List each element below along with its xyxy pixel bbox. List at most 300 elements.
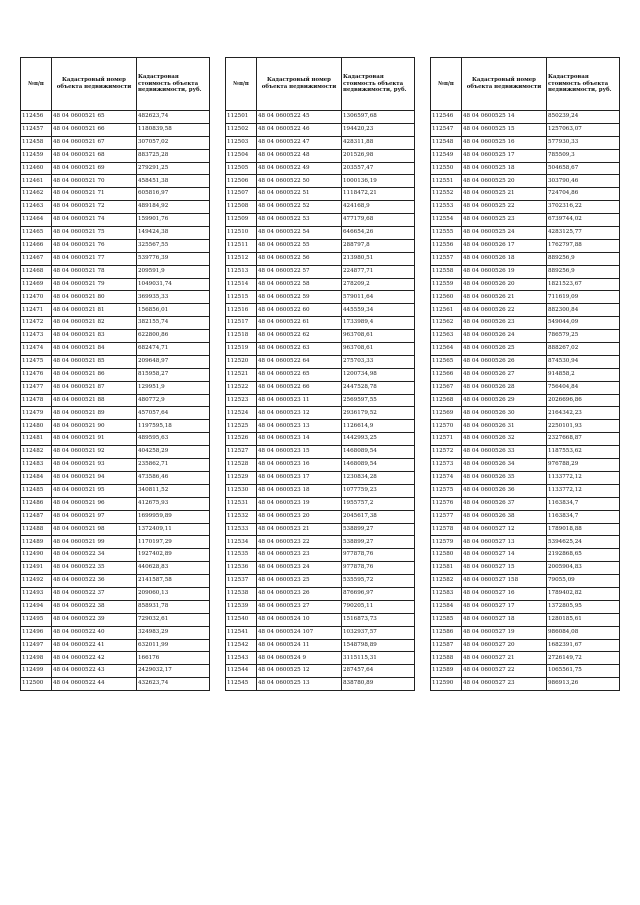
header-cadastral-cost: Кадастровая стоимость объекта недвижимости, руб.: [547, 58, 620, 111]
row-number-cell: 112544: [226, 665, 257, 678]
table-row: [21, 123, 210, 136]
table-row: [431, 265, 620, 278]
row-number-cell: 112520: [226, 355, 257, 368]
cadastral-cost-cell: 156856,01: [137, 304, 210, 317]
row-number-cell: 112489: [21, 536, 52, 549]
row-number-cell: 112586: [431, 626, 462, 639]
table-row: [226, 665, 415, 678]
row-number-cell: 112473: [21, 330, 52, 343]
cadastral-number-cell: 48 04 0600526 21: [462, 291, 547, 304]
cadastral-number-cell: 48 04 0600521 77: [52, 252, 137, 265]
row-number-cell: 112549: [431, 149, 462, 162]
cadastral-cost-cell: 209648,97: [137, 355, 210, 368]
row-number-cell: 112518: [226, 330, 257, 343]
cadastral-number-cell: 48 04 0600523 16: [257, 459, 342, 472]
cadastral-number-cell: 48 04 0600527 158: [462, 575, 547, 588]
cadastral-number-cell: 48 04 0600522 55: [257, 239, 342, 252]
cadastral-number-cell: 48 04 0600522 66: [257, 381, 342, 394]
table-row: [431, 201, 620, 214]
row-number-cell: 112533: [226, 523, 257, 536]
table-row: [431, 123, 620, 136]
row-number-cell: 112536: [226, 562, 257, 575]
cadastral-cost-cell: 1133772,12: [547, 484, 620, 497]
table-row: [226, 497, 415, 510]
table-row: [431, 484, 620, 497]
row-number-cell: 112584: [431, 600, 462, 613]
cadastral-cost-cell: 369935,33: [137, 291, 210, 304]
row-number-cell: 112486: [21, 497, 52, 510]
cadastral-number-cell: 48 04 0600527 22: [462, 665, 547, 678]
row-number-cell: 112521: [226, 368, 257, 381]
cadastral-number-cell: 48 04 0600526 26: [462, 355, 547, 368]
cadastral-number-cell: 48 04 0600521 84: [52, 343, 137, 356]
cadastral-number-cell: 48 04 0600521 80: [52, 291, 137, 304]
cadastral-number-cell: 48 04 0600521 79: [52, 278, 137, 291]
table-row: [431, 111, 620, 124]
cadastral-number-cell: 48 04 0600526 27: [462, 368, 547, 381]
table-row: [431, 136, 620, 149]
cadastral-cost-cell: 622800,86: [137, 330, 210, 343]
row-number-cell: 112499: [21, 665, 52, 678]
table-row: [226, 175, 415, 188]
table-row: [21, 420, 210, 433]
row-number-cell: 112583: [431, 587, 462, 600]
table-row: [431, 523, 620, 536]
row-number-cell: 112552: [431, 188, 462, 201]
cadastral-cost-cell: 2192868,65: [547, 549, 620, 562]
cadastral-number-cell: 48 04 0600524 11: [257, 639, 342, 652]
cadastral-number-cell: 48 04 0600526 34: [462, 459, 547, 472]
row-number-cell: 112483: [21, 459, 52, 472]
cadastral-cost-cell: 976788,29: [547, 459, 620, 472]
cadastral-number-cell: 48 04 0600526 29: [462, 394, 547, 407]
row-number-cell: 112531: [226, 497, 257, 510]
row-number-cell: 112517: [226, 317, 257, 330]
cadastral-cost-cell: 1163834,7: [547, 497, 620, 510]
row-number-cell: 112507: [226, 188, 257, 201]
row-number-cell: 112461: [21, 175, 52, 188]
table-row: [226, 278, 415, 291]
cadastral-number-cell: 48 04 0600524 107: [257, 626, 342, 639]
row-number-cell: 112561: [431, 304, 462, 317]
cadastral-cost-cell: 445559,34: [342, 304, 415, 317]
cadastral-cost-cell: 889256,9: [547, 265, 620, 278]
cadastral-cost-cell: 724704,86: [547, 188, 620, 201]
table-row: [21, 665, 210, 678]
cadastral-cost-cell: 224877,71: [342, 265, 415, 278]
cadastral-cost-cell: 1049031,74: [137, 278, 210, 291]
cadastral-cost-cell: 1065561,75: [547, 665, 620, 678]
header-cadastral-number: Кадастровый номер объекта недвижимости: [462, 58, 547, 111]
table-row: [21, 355, 210, 368]
row-number-cell: 112537: [226, 575, 257, 588]
cadastral-number-cell: 48 04 0600522 57: [257, 265, 342, 278]
row-number-cell: 112550: [431, 162, 462, 175]
cadastral-cost-cell: 756404,84: [547, 381, 620, 394]
row-number-cell: 112523: [226, 394, 257, 407]
cadastral-cost-cell: 482623,74: [137, 111, 210, 124]
table-row: [226, 536, 415, 549]
cadastral-cost-cell: 1682391,67: [547, 639, 620, 652]
cadastral-cost-cell: 538899,27: [342, 536, 415, 549]
cadastral-cost-cell: 977878,76: [342, 549, 415, 562]
cadastral-cost-cell: 882300,84: [547, 304, 620, 317]
row-number-cell: 112474: [21, 343, 52, 356]
row-number-cell: 112524: [226, 407, 257, 420]
cadastral-cost-cell: 404258,29: [137, 446, 210, 459]
table-row: [226, 201, 415, 214]
table-row: [226, 343, 415, 356]
cadastral-number-cell: 48 04 0600526 23: [462, 317, 547, 330]
row-number-cell: 112497: [21, 639, 52, 652]
cadastral-cost-cell: 473586,46: [137, 471, 210, 484]
table-body: [431, 111, 620, 691]
table-row: [21, 471, 210, 484]
row-number-cell: 112492: [21, 575, 52, 588]
cadastral-cost-cell: 278209,2: [342, 278, 415, 291]
row-number-cell: 112532: [226, 510, 257, 523]
cadastral-number-cell: 48 04 0600522 41: [52, 639, 137, 652]
row-number-cell: 112491: [21, 562, 52, 575]
cadastral-number-cell: 48 04 0600523 12: [257, 407, 342, 420]
cadastral-number-cell: 48 04 0600521 68: [52, 149, 137, 162]
table-row: [226, 459, 415, 472]
row-number-cell: 112542: [226, 639, 257, 652]
table-row: [226, 678, 415, 691]
cadastral-number-cell: 48 04 0600525 15: [462, 123, 547, 136]
cadastral-number-cell: 48 04 0600521 70: [52, 175, 137, 188]
cadastral-cost-cell: 4283125,77: [547, 227, 620, 240]
table-row: [226, 471, 415, 484]
table-row: [226, 291, 415, 304]
table-row: [431, 587, 620, 600]
cadastral-number-cell: 48 04 0600521 99: [52, 536, 137, 549]
row-number-cell: 112573: [431, 459, 462, 472]
cadastral-number-cell: 48 04 0600526 31: [462, 420, 547, 433]
cadastral-cost-cell: 203557,47: [342, 162, 415, 175]
cadastral-cost-cell: 340811,52: [137, 484, 210, 497]
table-row: [431, 368, 620, 381]
cadastral-cost-cell: 325567,55: [137, 239, 210, 252]
row-number-cell: 112564: [431, 343, 462, 356]
table-header-row: [226, 58, 415, 111]
row-number-cell: 112540: [226, 613, 257, 626]
row-number-cell: 112482: [21, 446, 52, 459]
cadastral-number-cell: 48 04 0600521 75: [52, 227, 137, 240]
cadastral-cost-cell: 3702316,22: [547, 201, 620, 214]
cadastral-cost-cell: 538899,27: [342, 523, 415, 536]
cadastral-cost-cell: 1372805,95: [547, 600, 620, 613]
cadastral-cost-cell: 888267,02: [547, 343, 620, 356]
table-row: [21, 278, 210, 291]
table-row: [21, 175, 210, 188]
table-row: [21, 304, 210, 317]
cadastral-number-cell: 48 04 0600521 76: [52, 239, 137, 252]
cadastral-cost-cell: 963708,61: [342, 343, 415, 356]
row-number-cell: 112569: [431, 407, 462, 420]
row-number-cell: 112587: [431, 639, 462, 652]
row-number-cell: 112575: [431, 484, 462, 497]
row-number-cell: 112571: [431, 433, 462, 446]
cadastral-number-cell: 48 04 0600521 82: [52, 317, 137, 330]
row-number-cell: 112456: [21, 111, 52, 124]
row-number-cell: 112558: [431, 265, 462, 278]
row-number-cell: 112580: [431, 549, 462, 562]
row-number-cell: 112519: [226, 343, 257, 356]
cadastral-cost-cell: 5394625,24: [547, 536, 620, 549]
table-row: [226, 149, 415, 162]
row-number-cell: 112471: [21, 304, 52, 317]
table-row: [431, 665, 620, 678]
cadastral-number-cell: 48 04 0600523 15: [257, 446, 342, 459]
table-row: [226, 227, 415, 240]
cadastral-cost-cell: 1077759,23: [342, 484, 415, 497]
cadastral-table-3: [430, 57, 620, 691]
row-number-cell: 112525: [226, 420, 257, 433]
cadastral-cost-cell: 424168,9: [342, 201, 415, 214]
table-row: [226, 446, 415, 459]
header-cadastral-number: Кадастровый номер объекта недвижимости: [52, 58, 137, 111]
row-number-cell: 112589: [431, 665, 462, 678]
cadastral-number-cell: 48 04 0600523 27: [257, 600, 342, 613]
header-num: №п/п: [21, 58, 52, 111]
row-number-cell: 112465: [21, 227, 52, 240]
cadastral-cost-cell: 1280185,61: [547, 613, 620, 626]
cadastral-cost-cell: 324983,29: [137, 626, 210, 639]
cadastral-cost-cell: 194420,23: [342, 123, 415, 136]
cadastral-number-cell: 48 04 0600521 72: [52, 201, 137, 214]
cadastral-cost-cell: 1699959,89: [137, 510, 210, 523]
header-num: №п/п: [226, 58, 257, 111]
table-row: [431, 407, 620, 420]
cadastral-number-cell: 48 04 0600525 18: [462, 162, 547, 175]
table-row: [21, 575, 210, 588]
cadastral-number-cell: 48 04 0600527 18: [462, 613, 547, 626]
cadastral-cost-cell: 307057,02: [137, 136, 210, 149]
cadastral-number-cell: 48 04 0600526 19: [462, 265, 547, 278]
table-row: [431, 678, 620, 691]
table-row: [226, 111, 415, 124]
cadastral-number-cell: 48 04 0600521 94: [52, 471, 137, 484]
cadastral-cost-cell: 963708,61: [342, 330, 415, 343]
cadastral-number-cell: 48 04 0600526 38: [462, 510, 547, 523]
table-row: [431, 278, 620, 291]
cadastral-number-cell: 48 04 0600526 22: [462, 304, 547, 317]
table-row: [226, 510, 415, 523]
row-number-cell: 112505: [226, 162, 257, 175]
table-body: [21, 111, 210, 691]
cadastral-cost-cell: 504658,67: [547, 162, 620, 175]
row-number-cell: 112581: [431, 562, 462, 575]
cadastral-cost-cell: 235862,71: [137, 459, 210, 472]
row-number-cell: 112504: [226, 149, 257, 162]
cadastral-cost-cell: 539776,39: [137, 252, 210, 265]
row-number-cell: 112566: [431, 368, 462, 381]
table-row: [226, 188, 415, 201]
cadastral-cost-cell: 1000136,19: [342, 175, 415, 188]
table-row: [431, 459, 620, 472]
cadastral-number-cell: 48 04 0600522 34: [52, 549, 137, 562]
row-number-cell: 112467: [21, 252, 52, 265]
table-row: [431, 562, 620, 575]
cadastral-number-cell: 48 04 0600525 17: [462, 149, 547, 162]
cadastral-number-cell: 48 04 0600527 21: [462, 652, 547, 665]
cadastral-cost-cell: 213980,51: [342, 252, 415, 265]
cadastral-number-cell: 48 04 0600525 23: [462, 214, 547, 227]
cadastral-number-cell: 48 04 0600526 20: [462, 278, 547, 291]
cadastral-number-cell: 48 04 0600524 10: [257, 613, 342, 626]
cadastral-number-cell: 48 04 0600522 39: [52, 613, 137, 626]
cadastral-number-cell: 48 04 0600523 13: [257, 420, 342, 433]
cadastral-cost-cell: 646654,26: [342, 227, 415, 240]
cadastral-number-cell: 48 04 0600525 14: [462, 111, 547, 124]
cadastral-number-cell: 48 04 0600521 90: [52, 420, 137, 433]
table-row: [21, 484, 210, 497]
table-row: [226, 368, 415, 381]
row-number-cell: 112578: [431, 523, 462, 536]
table-row: [21, 381, 210, 394]
cadastral-number-cell: 48 04 0600522 65: [257, 368, 342, 381]
table-row: [431, 317, 620, 330]
cadastral-number-cell: 48 04 0600525 21: [462, 188, 547, 201]
cadastral-cost-cell: 1468089,54: [342, 459, 415, 472]
row-number-cell: 112548: [431, 136, 462, 149]
cadastral-cost-cell: 1955757,2: [342, 497, 415, 510]
cadastral-number-cell: 48 04 0600521 92: [52, 446, 137, 459]
cadastral-number-cell: 48 04 0600526 17: [462, 239, 547, 252]
header-cadastral-number: Кадастровый номер объекта недвижимости: [257, 58, 342, 111]
row-number-cell: 112563: [431, 330, 462, 343]
cadastral-cost-cell: 2164342,23: [547, 407, 620, 420]
table-row: [226, 265, 415, 278]
cadastral-cost-cell: 457057,64: [137, 407, 210, 420]
row-number-cell: 112502: [226, 123, 257, 136]
cadastral-cost-cell: 79055,09: [547, 575, 620, 588]
cadastral-cost-cell: 1163834,7: [547, 510, 620, 523]
cadastral-number-cell: 48 04 0600527 15: [462, 562, 547, 575]
table-row: [21, 162, 210, 175]
cadastral-cost-cell: 2141587,58: [137, 575, 210, 588]
table-row: [21, 523, 210, 536]
row-number-cell: 112475: [21, 355, 52, 368]
row-number-cell: 112516: [226, 304, 257, 317]
row-number-cell: 112513: [226, 265, 257, 278]
table-row: [21, 407, 210, 420]
cadastral-cost-cell: 883725,28: [137, 149, 210, 162]
cadastral-number-cell: 48 04 0600525 16: [462, 136, 547, 149]
cadastral-number-cell: 48 04 0600522 50: [257, 175, 342, 188]
cadastral-number-cell: 48 04 0600521 74: [52, 214, 137, 227]
table-row: [21, 549, 210, 562]
row-number-cell: 112480: [21, 420, 52, 433]
table-row: [431, 162, 620, 175]
cadastral-number-cell: 48 04 0600521 93: [52, 459, 137, 472]
table-row: [226, 639, 415, 652]
cadastral-number-cell: 48 04 0600521 66: [52, 123, 137, 136]
cadastral-number-cell: 48 04 0600521 67: [52, 136, 137, 149]
cadastral-cost-cell: 2327668,87: [547, 433, 620, 446]
row-number-cell: 112508: [226, 201, 257, 214]
cadastral-number-cell: 48 04 0600521 89: [52, 407, 137, 420]
row-number-cell: 112479: [21, 407, 52, 420]
row-number-cell: 112468: [21, 265, 52, 278]
cadastral-number-cell: 48 04 0600527 13: [462, 536, 547, 549]
row-number-cell: 112463: [21, 201, 52, 214]
cadastral-number-cell: 48 04 0600522 64: [257, 355, 342, 368]
cadastral-number-cell: 48 04 0600526 28: [462, 381, 547, 394]
row-number-cell: 112498: [21, 652, 52, 665]
cadastral-cost-cell: 1548798,89: [342, 639, 415, 652]
cadastral-cost-cell: 889256,9: [547, 252, 620, 265]
row-number-cell: 112585: [431, 613, 462, 626]
row-number-cell: 112470: [21, 291, 52, 304]
cadastral-cost-cell: 977878,76: [342, 562, 415, 575]
row-number-cell: 112541: [226, 626, 257, 639]
table-row: [226, 407, 415, 420]
cadastral-number-cell: 48 04 0600522 43: [52, 665, 137, 678]
table-row: [21, 201, 210, 214]
row-number-cell: 112490: [21, 549, 52, 562]
table-header-row: [21, 58, 210, 111]
cadastral-number-cell: 48 04 0600521 88: [52, 394, 137, 407]
row-number-cell: 112590: [431, 678, 462, 691]
cadastral-number-cell: 48 04 0600523 14: [257, 433, 342, 446]
cadastral-number-cell: 48 04 0600522 62: [257, 330, 342, 343]
cadastral-number-cell: 48 04 0600525 20: [462, 175, 547, 188]
cadastral-number-cell: 48 04 0600527 12: [462, 523, 547, 536]
cadastral-cost-cell: 1468089,54: [342, 446, 415, 459]
cadastral-cost-cell: 1927402,89: [137, 549, 210, 562]
cadastral-number-cell: 48 04 0600522 53: [257, 214, 342, 227]
cadastral-cost-cell: 166176: [137, 652, 210, 665]
cadastral-cost-cell: 288797,8: [342, 239, 415, 252]
cadastral-cost-cell: 577930,33: [547, 136, 620, 149]
cadastral-cost-cell: 480772,9: [137, 394, 210, 407]
cadastral-number-cell: 48 04 0600523 23: [257, 549, 342, 562]
row-number-cell: 112555: [431, 227, 462, 240]
cadastral-number-cell: 48 04 0600523 22: [257, 536, 342, 549]
table-row: [226, 304, 415, 317]
cadastral-cost-cell: 201526,98: [342, 149, 415, 162]
cadastral-number-cell: 48 04 0600525 12: [257, 665, 342, 678]
table-row: [431, 497, 620, 510]
table-row: [21, 626, 210, 639]
table-row: [431, 381, 620, 394]
cadastral-number-cell: 48 04 0600526 35: [462, 471, 547, 484]
table-body: [226, 111, 415, 691]
row-number-cell: 112588: [431, 652, 462, 665]
table-row: [21, 587, 210, 600]
cadastral-number-cell: 48 04 0600523 17: [257, 471, 342, 484]
cadastral-cost-cell: 605816,97: [137, 188, 210, 201]
row-number-cell: 112464: [21, 214, 52, 227]
table-row: [21, 562, 210, 575]
cadastral-cost-cell: 838780,89: [342, 678, 415, 691]
table-row: [226, 575, 415, 588]
cadastral-cost-cell: 279291,25: [137, 162, 210, 175]
cadastral-cost-cell: 1821523,67: [547, 278, 620, 291]
cadastral-number-cell: 48 04 0600527 16: [462, 587, 547, 600]
row-number-cell: 112576: [431, 497, 462, 510]
cadastral-cost-cell: 1762797,88: [547, 239, 620, 252]
row-number-cell: 112503: [226, 136, 257, 149]
cadastral-cost-cell: 432623,74: [137, 678, 210, 691]
table-row: [226, 549, 415, 562]
table-row: [431, 613, 620, 626]
cadastral-number-cell: 48 04 0600523 24: [257, 562, 342, 575]
cadastral-cost-cell: 579011,64: [342, 291, 415, 304]
table-row: [226, 420, 415, 433]
